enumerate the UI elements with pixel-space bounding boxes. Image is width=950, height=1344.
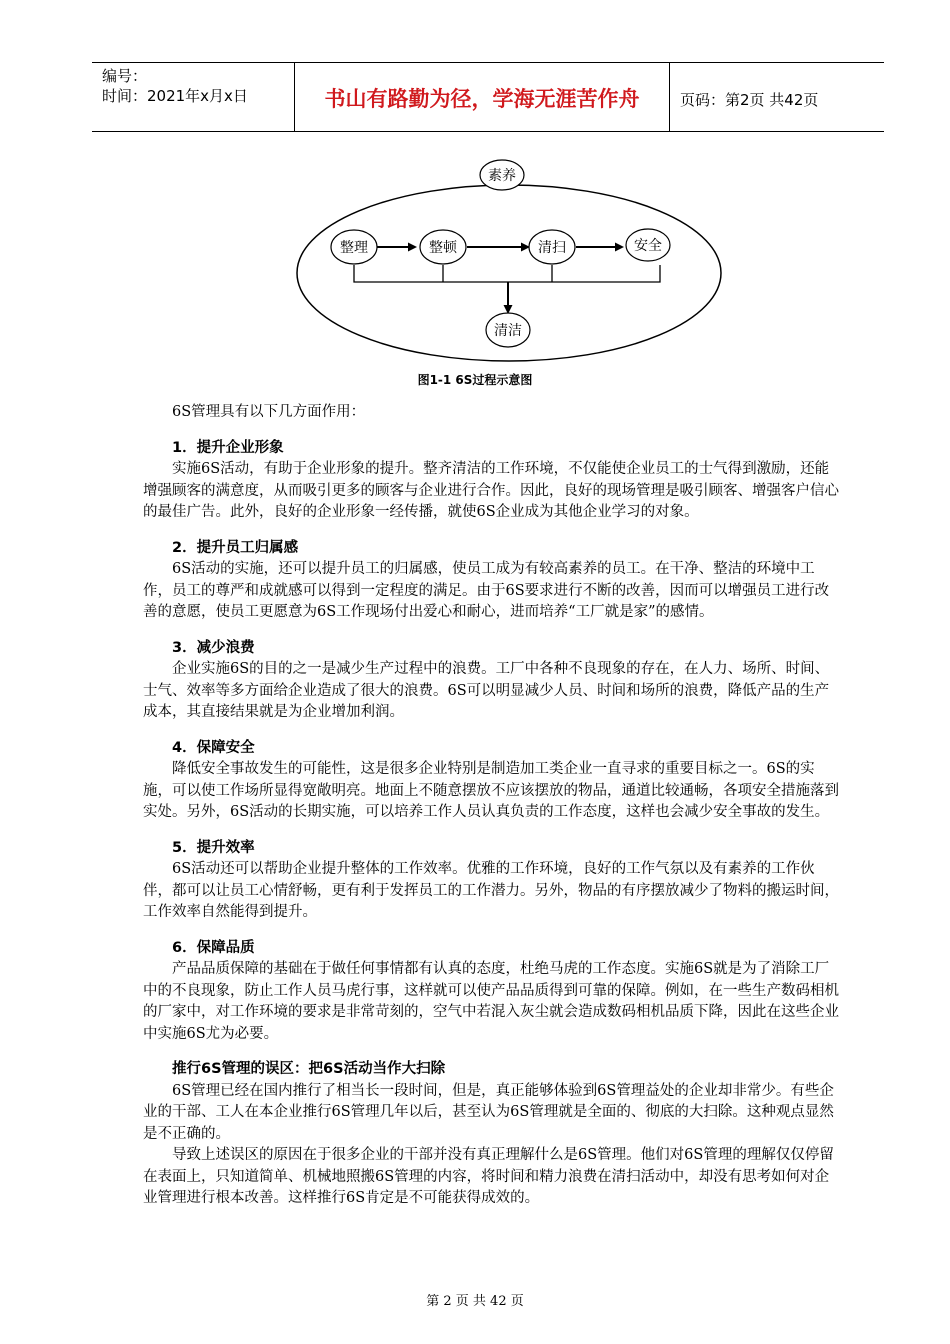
section-text: 企业实施6S的目的之一是减少生产过程中的浪费。工厂中各种不良现象的存在，在人力、场所、时间、士气、效率等多方面给企业造成了很大的浪费。6S可以明显减少人员、时间和场所的浪费，降低产品的生产成本，其直接结果就是为企业增加利润。 — [143, 661, 830, 720]
section-title: 3．减少浪费 — [172, 639, 255, 656]
page-info: 页码：第2页 共42页 — [680, 91, 819, 109]
misconception-paragraph-2: 导致上述误区的原因在于很多企业的干部并没有真正理解什么是6S管理。他们对6S管理的理解仅仅停留在表面上，只知道简单、机械地照搬6S管理的内容，将时间和精力浪费在清扫活动中，却没有思考如何对企业管理进行根本改善。这样推行6S肯定是不可能获得成效的。 — [143, 1147, 834, 1206]
section-title: 4．保障安全 — [172, 739, 255, 756]
misconception-paragraph-1: 6S管理已经在国内推行了相当长一段时间，但是，真正能够体验到6S管理益处的企业却非常少。有些企业的干部、工人在本企业推行6S管理几年以后，甚至认为6S管理就是全面的、彻底的大扫除。这种观点显然是不正确的。 — [143, 1082, 834, 1142]
node-anquan-label: 安全 — [634, 238, 662, 254]
header-meta-cell — [92, 63, 294, 131]
section-title: 6．保障品质 — [172, 939, 255, 956]
section-title: 2．提升员工归属感 — [172, 539, 299, 556]
figure-caption: 图1-1 6S过程示意图 — [417, 373, 533, 387]
node-zhengdun-label: 整顿 — [429, 240, 457, 256]
section-text: 产品品质保障的基础在于做任何事情都有认真的态度，杜绝马虎的工作态度。实施6S就是为了消除工厂中的不良现象，防止工作人员马虎行事，这样就可以使产品品质得到可靠的保障。例如，在一些生产数码相机的厂家中，对工作环境的要求是非常苛刻的，空气中若混入灰尘就会造成数码相机品质下降，因此在这些企业中实施6S尤为必要。 — [143, 961, 839, 1042]
section-title: 1．提升企业形象 — [172, 439, 284, 456]
page-footer: 第 2 页 共 42 页 — [426, 1294, 524, 1309]
body-content — [143, 402, 843, 1210]
node-suyang-label: 素养 — [488, 168, 516, 184]
node-zhengli-label: 整理 — [340, 240, 368, 256]
section-text: 6S活动的实施，还可以提升员工的归属感，使员工成为有较高素养的员工。在干净、整洁的环境中工作，员工的尊严和成就感可以得到一定程度的满足。由于6S要求进行不断的改善，因而可以增强员工进行改善的意愿，使员工更愿意为6S工作现场付出爱心和耐心，进而培养“工厂就是家”的感情。 — [143, 561, 830, 620]
6s-process-diagram — [290, 155, 730, 367]
section-text: 6S活动还可以帮助企业提升整体的工作效率。优雅的工作环境，良好的工作气氛以及有素养的工作伙伴，都可以让员工心情舒畅，更有利于发挥员工的工作潜力。另外，物品的有序摆放减少了物料的搬运时间，工作效率自然能得到提升。 — [143, 861, 839, 920]
page-header — [92, 62, 884, 132]
misconception-title: 推行6S管理的误区：把6S活动当作大扫除 — [172, 1061, 446, 1077]
header-motto-cell — [294, 63, 670, 131]
section-title: 5．提升效率 — [172, 839, 255, 856]
node-qingjie-label: 清洁 — [494, 323, 522, 339]
section-text: 降低安全事故发生的可能性，这是很多企业特别是制造加工类企业一直寻求的重要目标之一。6S的实施，可以使工作场所显得宽敞明亮。地面上不随意摆放不应该摆放的物品，通道比较通畅，各项安全措施落到实处。另外，6S活动的长期实施，可以培养工作人员认真负责的工作态度，这样也会减少安全事故的发生。 — [143, 761, 839, 820]
node-qingsao-label: 清扫 — [538, 240, 566, 256]
motto: 书山有路勤为径，学海无涯苦作舟 — [324, 87, 640, 111]
header-page-cell — [668, 63, 884, 131]
bottom-bracket — [354, 265, 660, 282]
number-label: 编号： — [102, 67, 148, 85]
time-label: 时间：2021年x月x日 — [102, 87, 248, 105]
section-text: 实施6S活动，有助于企业形象的提升。整齐清洁的工作环境，不仅能使企业员工的士气得到激励，还能增强顾客的满意度，从而吸引更多的顾客与企业进行合作。因此，良好的现场管理是吸引顾客、增强客户信心的最佳广告。此外，良好的企业形象一经传播，就使6S企业成为其他企业学习的对象。 — [143, 461, 839, 520]
intro-paragraph: 6S管理具有以下几方面作用： — [172, 404, 366, 420]
